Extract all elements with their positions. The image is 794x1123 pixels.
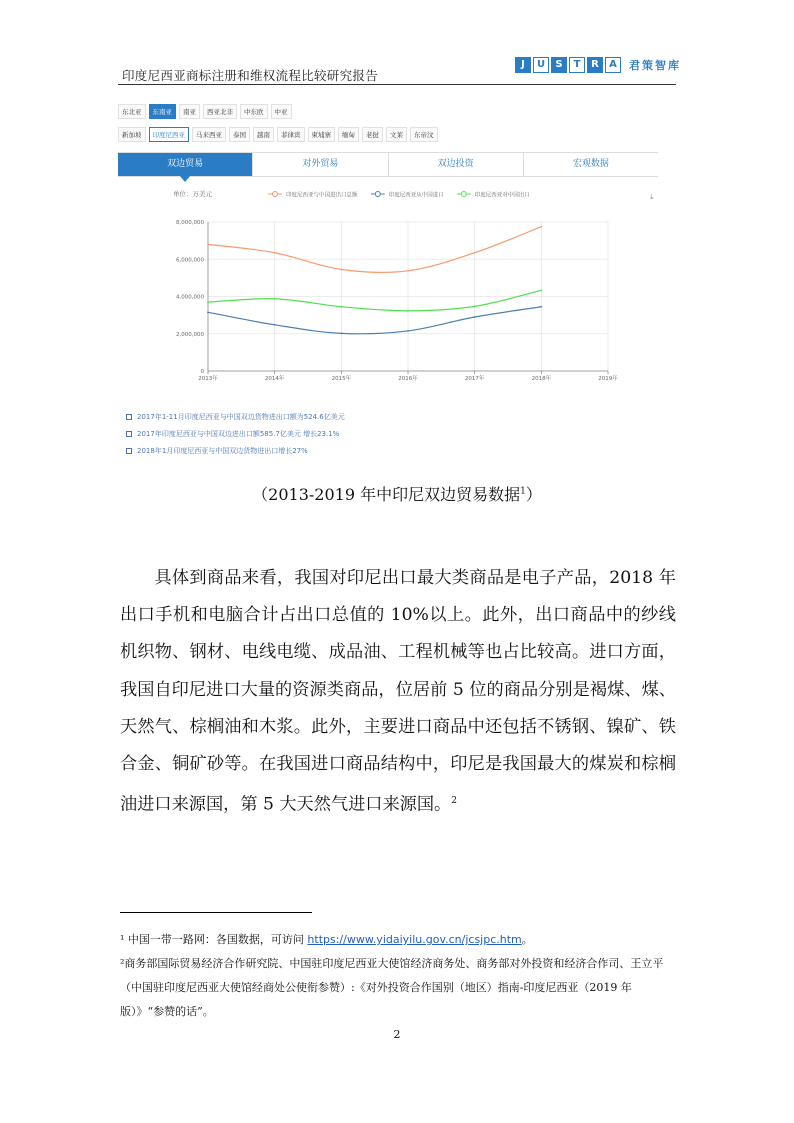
data-point (274, 298, 276, 300)
page-number: 2 (393, 1028, 401, 1041)
legend-label: 印度尼西亚与中国进出口总额 (286, 192, 358, 199)
body-paragraph (120, 560, 676, 824)
paragraph-text: 具体到商品来看，我国对印尼出口最大类商品是电子产品，2018 年出口手机和电脑合计占出口总值的 10%以上。此外，出口商品中的纱线机织物、钢材、电线电缆、成品油、工程机械等也占比较高。进口方面，我国自印尼进口大量的资源类商品，位居前 5 位的商品分别是褐煤、煤、天然气、棕榈油和木浆。此外，主要进口商品中还包括不锈钢、镍矿、铁合金、铜矿砂等。在我国进口商品结构中，印尼是我国最大的煤炭和棕榈油进口来源国，第 5 大天然气进口来源国。 (120, 568, 676, 815)
main-tab[interactable]: 双边贸易 (118, 153, 253, 176)
x-tick-label: 2015年 (331, 376, 352, 382)
bullet-text: 2018年1月印度尼西亚与中国双边货物进出口增长27% (137, 447, 308, 455)
data-point (207, 243, 209, 245)
trade-bullet[interactable] (126, 446, 345, 456)
data-point (340, 306, 342, 308)
country-tab[interactable]: 越南 (253, 127, 274, 142)
main-tab[interactable]: 对外贸易 (253, 153, 388, 176)
legend-swatch-marker (461, 192, 466, 197)
header-divider (118, 84, 676, 85)
trade-bullet[interactable] (126, 429, 345, 439)
footnote-2: ²商务部国际贸易经济合作研究院、中国驻印度尼西亚大使馆经济商务处、商务部对外投资和经济合作司、王立平（中国驻印度尼西亚大使馆经商处公使衔参赞）:《对外投资合作国别（地区）指南-印度尼西亚（2019 年版）》“参赞的话”。 (120, 957, 664, 1018)
country-tabs (118, 127, 438, 142)
data-point (207, 301, 209, 303)
series-line (208, 290, 541, 310)
region-tab[interactable]: 中亚 (271, 104, 292, 119)
country-tab[interactable]: 缅甸 (338, 127, 359, 142)
country-tab[interactable]: 新加坡 (118, 127, 146, 142)
country-tab[interactable]: 泰国 (229, 127, 250, 142)
logo-letter: T (569, 57, 585, 73)
data-point (474, 252, 476, 254)
data-point (340, 269, 342, 271)
series-line (208, 307, 541, 334)
main-tab[interactable]: 宏观数据 (524, 153, 658, 176)
bullet-square-icon (126, 431, 132, 437)
region-tab[interactable]: 东北亚 (118, 104, 146, 119)
country-tab[interactable]: 柬埔寨 (308, 127, 336, 142)
bullet-text: 2017年1-11月印度尼西亚与中国双边货物进出口额为524.6亿美元 (137, 413, 345, 421)
body-footnote-ref[interactable]: 2 (451, 796, 457, 807)
country-tab[interactable]: 东帝汶 (410, 127, 438, 142)
bullet-text: 2017年印度尼西亚与中国双边进出口额585.7亿美元 增长23.1% (137, 430, 340, 438)
trade-bullet[interactable] (126, 412, 345, 422)
logo-letter: S (551, 57, 567, 73)
data-point (474, 305, 476, 307)
legend-label: 印度尼西亚从中国进口 (388, 192, 444, 199)
logo-letter: R (587, 57, 603, 73)
logo-letter: J (515, 57, 531, 73)
data-point (540, 289, 542, 291)
caption-close: ） (525, 485, 542, 504)
logo-letter: U (533, 57, 549, 73)
legend-label: 印度尼西亚对中国出口 (474, 192, 530, 199)
caption-text: （2013-2019 年中印尼双边贸易数据 (252, 485, 521, 504)
country-tab[interactable]: 印度尼西亚 (149, 127, 190, 142)
download-icon: ⤓ (650, 192, 654, 201)
justra-logo (515, 57, 681, 73)
country-tab[interactable]: 马来西亚 (192, 127, 226, 142)
y-tick-label: 4,000,000 (176, 294, 204, 301)
region-tabs (118, 104, 292, 119)
data-point (407, 330, 409, 332)
footnotes (120, 928, 676, 1024)
footnote-1-link[interactable]: https://www.yidaiyilu.gov.cn/jcsjpc.htm (307, 933, 522, 946)
trade-line-chart (118, 182, 658, 382)
chart-svg (118, 182, 658, 382)
data-point (540, 306, 542, 308)
body-text (120, 560, 676, 824)
data-point (474, 316, 476, 318)
series-line (208, 227, 541, 273)
x-tick-label: 2014年 (264, 376, 285, 382)
data-point (540, 226, 542, 228)
footnote-1 (120, 928, 676, 952)
figure-caption (0, 482, 794, 505)
region-tab[interactable]: 南亚 (179, 104, 200, 119)
y-tick-label: 8,000,000 (176, 220, 204, 226)
bullet-square-icon (126, 448, 132, 454)
y-tick-label: 2,000,000 (176, 331, 204, 338)
country-tab[interactable]: 菲律宾 (277, 127, 305, 142)
country-tab[interactable]: 文莱 (386, 127, 407, 142)
data-point (274, 252, 276, 254)
data-point (274, 324, 276, 326)
x-tick-label: 2018年 (531, 376, 552, 382)
embedded-trade-screenshot (118, 96, 658, 466)
footnote-1-text: ¹ 中国一带一路网：各国数据，可访问 (120, 933, 308, 946)
footnote-1-end: 。 (521, 933, 533, 946)
main-tabs (118, 152, 658, 177)
region-tab[interactable]: 西亚北非 (203, 104, 237, 119)
data-point (207, 311, 209, 313)
x-tick-label: 2017年 (464, 376, 485, 382)
x-tick-label: 2016年 (398, 376, 418, 382)
legend-swatch-marker (273, 192, 278, 197)
data-point (340, 332, 342, 334)
data-point (407, 270, 409, 272)
running-header-title: 印度尼西亚商标注册和维权流程比较研究报告 (122, 68, 379, 83)
trade-bullets (126, 412, 345, 463)
y-tick-label: 6,000,000 (176, 257, 204, 264)
legend-swatch-marker (375, 192, 380, 197)
logo-letter: A (605, 57, 621, 73)
region-tab[interactable]: 中东欧 (240, 104, 268, 119)
x-tick-label: 2013年 (198, 376, 218, 382)
country-tab[interactable]: 老挝 (362, 127, 383, 142)
data-point (407, 310, 409, 312)
y-tick-label: 0 (200, 369, 204, 375)
x-tick-label: 2019年 (598, 376, 618, 382)
footnote-divider (120, 912, 312, 913)
region-tab[interactable]: 东南亚 (149, 104, 177, 119)
bullet-square-icon (126, 414, 132, 420)
chart-unit-label: 单位：万美元 (173, 190, 212, 198)
caption-footnote-ref[interactable]: 1 (520, 486, 526, 497)
logo-text: 君策智库 (629, 59, 681, 72)
main-tab[interactable]: 双边投资 (389, 153, 524, 176)
